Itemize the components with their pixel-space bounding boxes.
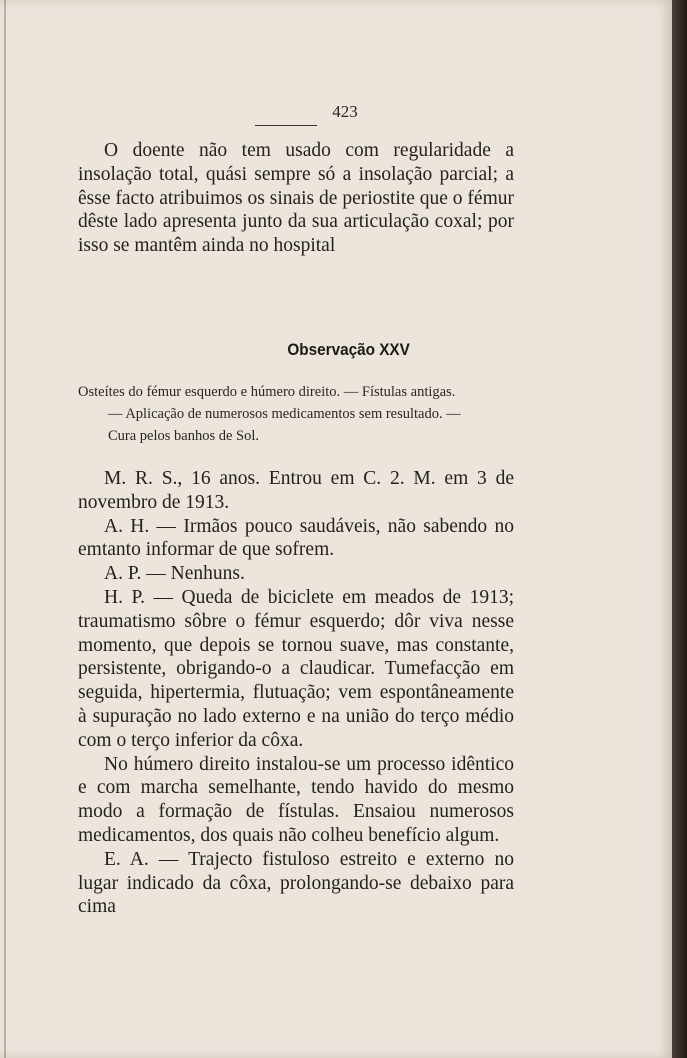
page-number: 423 xyxy=(332,102,358,121)
page-number-rule xyxy=(255,125,317,126)
case-summary xyxy=(78,381,514,447)
case-paragraph: H. P. — Queda de biciclete em meados de 1913; traumatismo sôbre o fémur esquerdo; dôr viva nesse momento, que depois se tornou suave, mas constante, persistente, obrigando-o a claudicar. Tumefacção em seguida, hipertermia, flutuação; vem espontâneamente à supuração no lado externo e na união do terço médio com o terço inferior da côxa. xyxy=(78,586,514,751)
case-paragraph: No húmero direito instalou-se um processo idêntico e com marcha semelhante, tendo havido do mesmo modo a formação de fístulas. Ensaiou numerosos medicamentos, dos quais não colheu benefício algum. xyxy=(78,753,514,846)
case-paragraph: M. R. S., 16 anos. Entrou em C. 2. M. em 3 de novembro de 1913. xyxy=(78,468,514,513)
case-paragraph: A. H. — Irmãos pouco saudáveis, não sabendo no emtanto informar de que sofrem. xyxy=(78,515,514,561)
intro-paragraph-block xyxy=(78,139,514,258)
intro-paragraph: O doente não tem usado com regularidade a insolação total, quási sempre só a insolação parcial; a êsse facto atribuimos os sinais de periostite que o fémur dêste lado apresenta junto da sua articulação coxal; por isso se mantêm ainda no hospital xyxy=(78,140,514,257)
summary-line: Cura pelos banhos de Sol. xyxy=(108,428,260,444)
case-paragraph: A. P. — Nenhuns. xyxy=(104,563,245,585)
summary-line: Osteítes do fémur esquerdo e húmero direito. — Fístulas antigas. xyxy=(78,384,456,400)
gutter-line xyxy=(4,0,6,1058)
book-edge xyxy=(672,0,687,1058)
section-title: Observação XXV xyxy=(287,340,410,359)
case-paragraph: E. A. — Trajecto fistuloso estreito e externo no lugar indicado da côxa, prolongando-se debaixo para cima xyxy=(78,848,514,918)
case-report xyxy=(78,467,514,919)
summary-line: — Aplicação de numerosos medicamentos sem resultado. — xyxy=(108,406,461,422)
